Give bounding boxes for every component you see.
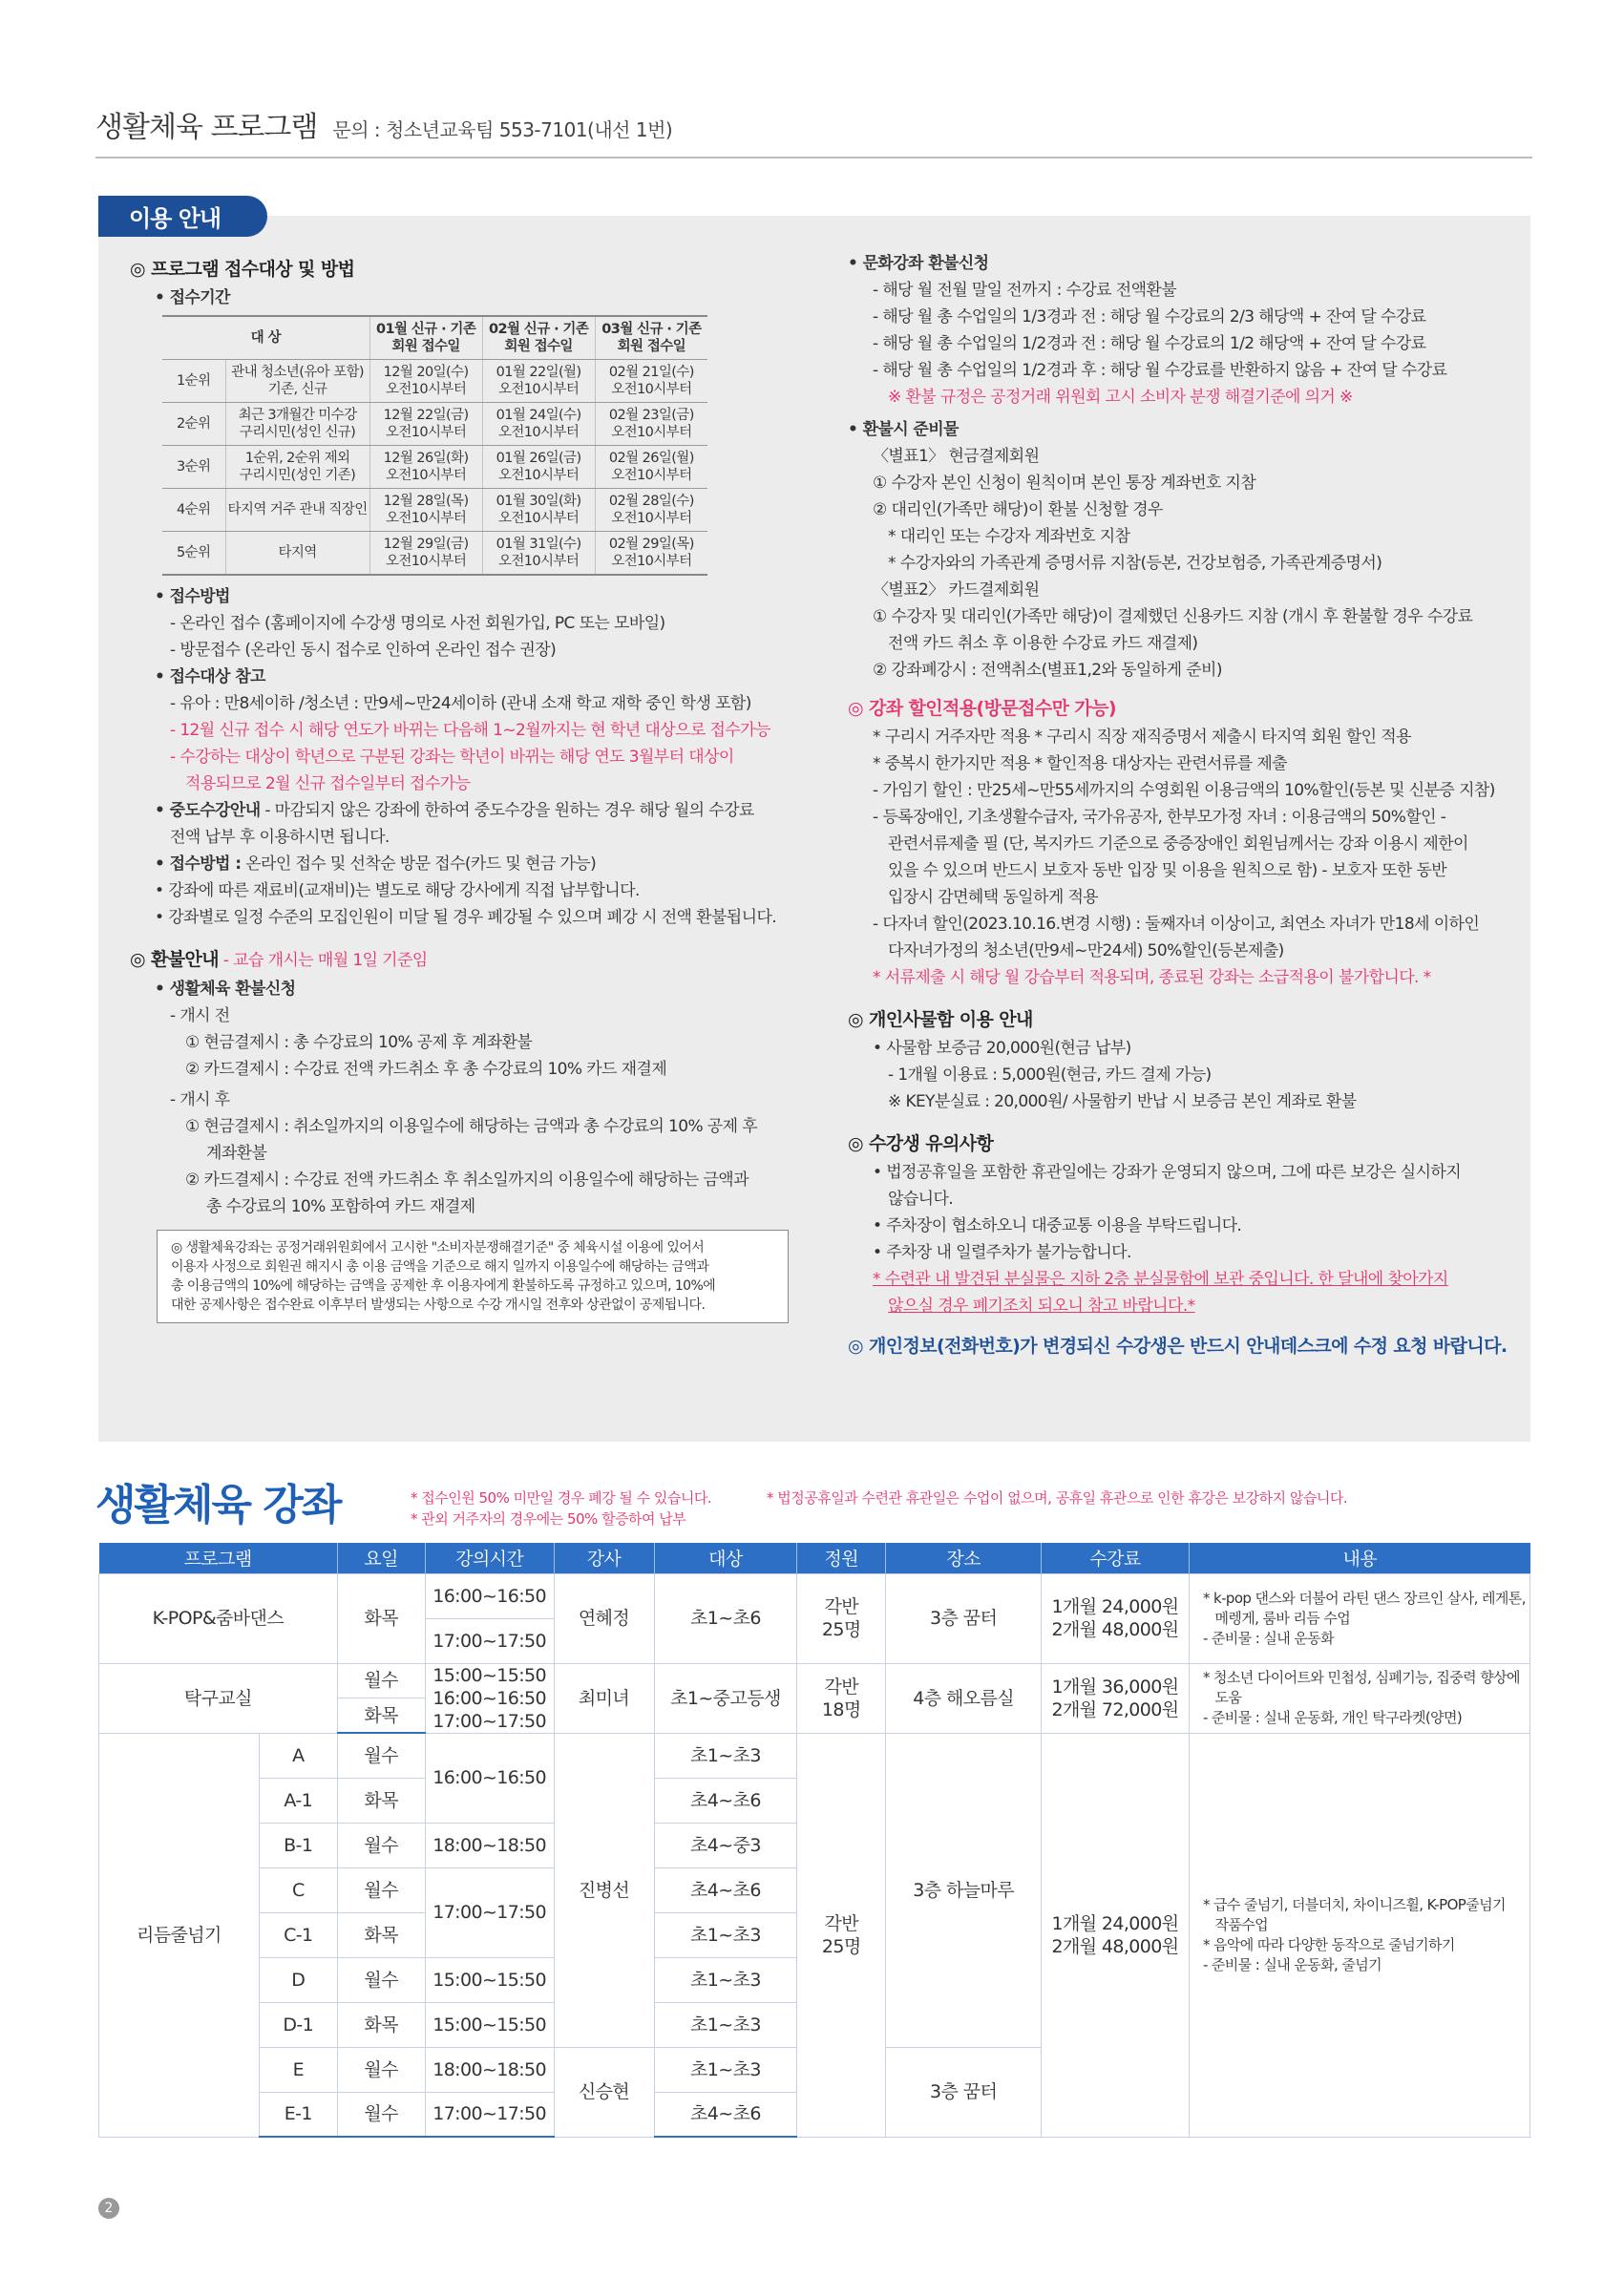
schedule-head: 대 상 — [162, 316, 369, 360]
schedule-cell: 01월 24일(수) 오전10시부터 — [482, 403, 595, 446]
notice-item: * 수련관 내 발견된 분실물은 지하 2층 분실물함에 보관 중입니다. 한 달내에 찾아가지 — [873, 1270, 1448, 1289]
program-time: 17:00~17:50 — [425, 1618, 554, 1663]
program-day: 월수 — [337, 2092, 425, 2137]
note-line: 이용자 사정으로 회원권 해지시 총 이용 금액을 기준으로 해지 일까지 이용일수에 해당하는 금액과 — [171, 1259, 709, 1275]
locker-item: • 사물함 보증금 20,000원(현금 납부) — [873, 1039, 1131, 1058]
notice-item: • 법정공휴일을 포함한 휴관일에는 강좌가 운영되지 않으며, 그에 따른 보강은 실시하지 — [873, 1163, 1462, 1182]
discount-item: 관련서류제출 필 (단, 복지카드 기준으로 중증장애인 회원님께서는 강좌 이용시 제한이 — [888, 834, 1468, 854]
col-target: 대상 — [654, 1543, 797, 1573]
prep-item: ② 대리인(가족만 해당)이 환불 신청할 경우 — [873, 500, 1163, 519]
discount-heading: ◎ 강좌 할인적용(방문접수만 가능) — [848, 698, 1116, 719]
program-capacity: 각반 18명 — [797, 1663, 886, 1733]
program-fee: 1개월 24,000원 2개월 48,000원 — [1042, 1733, 1190, 2137]
refund-item: - 개시 전 — [170, 1006, 230, 1025]
col-teacher: 강사 — [554, 1543, 654, 1573]
locker-heading: ◎ 개인사물함 이용 안내 — [848, 1009, 1033, 1030]
refund-item: - 개시 후 — [170, 1090, 230, 1109]
schedule-rank: 5순위 — [162, 532, 225, 576]
program-target: 초1~초6 — [654, 1573, 797, 1663]
program-desc: * 청소년 다이어트와 민첩성, 심폐기능, 집중력 향상에 도움 - 준비물 : 실내 운동화, 개인 탁구라켓(양면) — [1189, 1663, 1529, 1733]
program-day: 월수 — [337, 1957, 425, 2002]
prep-item: ② 강좌폐강시 : 전액취소(별표1,2와 동일하게 준비) — [873, 661, 1222, 680]
classes-title: 생활체육 강좌 — [95, 1481, 341, 1529]
program-time: 15:00~15:50 — [425, 1957, 554, 2002]
method-heading: • 접수방법 — [155, 587, 230, 606]
program-day: 화목 — [337, 2002, 425, 2047]
target-item: - 유아 : 만8세이하 /청소년 : 만9세~만24세이하 (관내 소재 학교 재학 중인 학생 포함) — [170, 694, 751, 713]
payment-label: • 접수방법 : — [155, 854, 242, 874]
col-capacity: 정원 — [797, 1543, 886, 1573]
schedule-table — [162, 315, 707, 576]
class-code: E — [259, 2047, 337, 2092]
discount-item: * 중복시 한가지만 적용 * 할인적용 대상자는 관련서류를 제출 — [873, 754, 1287, 773]
notice-item: • 주차장이 협소하오니 대중교통 이용을 부탁드립니다. — [873, 1216, 1242, 1235]
discount-item: - 가임기 할인 : 만25세~만55세까지의 수영회원 이용금액의 10%할인(등본 및 신분증 지참) — [873, 781, 1495, 800]
col-fee: 수강료 — [1042, 1543, 1190, 1573]
discount-note: * 서류제출 시 해당 월 강습부터 적용되며, 종료된 강좌는 소급적용이 불가합니다. * — [873, 968, 1431, 987]
culture-refund-heading: • 문화강좌 환불신청 — [848, 254, 989, 273]
schedule-cell: 타지역 거주 관내 직장인 — [225, 489, 369, 532]
program-name: 탁구교실 — [99, 1663, 338, 1733]
class-code: D — [259, 1957, 337, 2002]
program-fee: 1개월 36,000원 2개월 72,000원 — [1042, 1663, 1190, 1733]
col-place: 장소 — [886, 1543, 1042, 1573]
program-time: 17:00~17:50 — [425, 1867, 554, 1957]
refund-subtitle: - 교습 개시는 매월 1일 기준임 — [219, 951, 428, 970]
program-desc: * k-pop 댄스와 더불어 라틴 댄스 장르인 살사, 레게톤, 메렝게, 룸바 리듬 수업 - 준비물 : 실내 운동화 — [1189, 1573, 1529, 1663]
col-day: 요일 — [337, 1543, 425, 1573]
refund-item: ② 카드결제시 : 수강료 전액 카드취소 후 총 수강료의 10% 카드 재결제 — [185, 1060, 667, 1079]
col-content: 내용 — [1189, 1543, 1529, 1573]
program-day: 월수 — [337, 1733, 425, 1778]
program-fee: 1개월 24,000원 2개월 48,000원 — [1042, 1573, 1190, 1663]
note-line: 총 이용금액의 10%에 해당하는 금액을 공제한 후 이용자에게 환불하도록 규정하고 있으며, 10%에 — [171, 1278, 716, 1294]
page-header — [95, 107, 1532, 158]
schedule-cell: 02월 26일(월) 오전10시부터 — [595, 446, 707, 489]
program-day: 화목 — [337, 1778, 425, 1823]
program-capacity: 각반 25명 — [797, 1733, 886, 2137]
program-target: 초1~초3 — [654, 1957, 797, 2002]
refund-item: ② 카드결제시 : 수강료 전액 카드취소 후 취소일까지의 이용일수에 해당하는 금액과 — [185, 1171, 749, 1190]
notice-item: 않습니다. — [888, 1190, 954, 1209]
schedule-cell: 02월 21일(수) 오전10시부터 — [595, 360, 707, 403]
schedule-cell: 01월 22일(월) 오전10시부터 — [482, 360, 595, 403]
program-target: 초1~중고등생 — [654, 1663, 797, 1733]
prep-item: * 수강자와의 가족관계 증명서류 지참(등본, 건강보험증, 가족관계증명서) — [888, 554, 1382, 573]
program-target: 초4~초6 — [654, 2092, 797, 2137]
program-place: 3층 꿈터 — [886, 1573, 1042, 1663]
class-code: A — [259, 1733, 337, 1778]
notice-heading: ◎ 수강생 유의사항 — [848, 1133, 994, 1154]
schedule-rank: 1순위 — [162, 360, 225, 403]
schedule-cell: 12월 28일(목) 오전10시부터 — [369, 489, 482, 532]
prep-item: 〈별표1〉 현금결제회원 — [873, 447, 1040, 466]
program-place: 4층 해오름실 — [886, 1663, 1042, 1733]
program-capacity: 각반 25명 — [797, 1573, 886, 1663]
refund-item: 총 수강료의 10% 포함하여 카드 재결제 — [206, 1197, 475, 1216]
section-heading: ◎ 프로그램 접수대상 및 방법 — [130, 259, 355, 280]
program-time: 16:00~16:50 — [425, 1573, 554, 1618]
class-code: A-1 — [259, 1778, 337, 1823]
schedule-cell: 관내 청소년(유아 포함) 기존, 신규 — [225, 360, 369, 403]
locker-item: - 1개월 이용료 : 5,000원(현금, 카드 결제 가능) — [888, 1065, 1212, 1085]
program-teacher: 최미녀 — [554, 1663, 654, 1733]
schedule-head: 01월 신규 · 기존 회원 접수일 — [369, 316, 482, 360]
culture-refund-item: - 해당 월 전월 말일 전까지 : 수강료 전액환불 — [873, 281, 1177, 300]
locker-item: ※ KEY분실료 : 20,000원/ 사물함키 반납 시 보증금 본인 계좌로 환불 — [888, 1092, 1357, 1111]
program-teacher: 진병선 — [554, 1733, 654, 2047]
refund-item: 계좌환불 — [206, 1144, 267, 1163]
note-line: 대한 공제사항은 접수완료 이후부터 발생되는 사항으로 수강 개시일 전후와 상관없이 공제됩니다. — [171, 1297, 706, 1313]
method-item: - 온라인 접수 (홈페이지에 수강생 명의로 사전 회원가입, PC 또는 모바일) — [170, 614, 665, 633]
refund-heading: ◎ 환불안내 — [130, 949, 220, 970]
culture-refund-item: - 해당 월 총 수업일의 1/2경과 전 : 해당 월 수강료의 1/2 해당액 + 잔여 달 수강료 — [873, 334, 1426, 353]
schedule-cell: 최근 3개월간 미수강 구리시민(성인 신규) — [225, 403, 369, 446]
target-heading: • 접수대상 참고 — [155, 667, 265, 686]
program-day: 화목 — [337, 1573, 425, 1663]
guide-tab: 이용 안내 — [98, 196, 267, 237]
program-day: 월수 — [337, 1867, 425, 1912]
schedule-cell: 1순위, 2순위 제외 구리시민(성인 기존) — [225, 446, 369, 489]
program-target: 초1~초3 — [654, 1733, 797, 1778]
prep-item: ① 수강자 본인 신청이 원칙이며 본인 통장 계좌번호 지참 — [873, 474, 1256, 493]
midterm-label: • 중도수강안내 — [155, 801, 261, 820]
program-day: 화목 — [337, 1912, 425, 1957]
target-item: - 12월 신규 접수 시 해당 연도가 바뀌는 다음해 1~2월까지는 현 학년 대상으로 접수가능 — [170, 721, 770, 740]
schedule-rank: 4순위 — [162, 489, 225, 532]
refund-item: ① 현금결제시 : 취소일까지의 이용일수에 해당하는 금액과 총 수강료의 10% 공제 후 — [185, 1117, 758, 1136]
class-code: C — [259, 1867, 337, 1912]
program-target: 초4~초6 — [654, 1867, 797, 1912]
program-time: 17:00~17:50 — [425, 2092, 554, 2137]
prep-item: * 대리인 또는 수강자 계좌번호 지참 — [888, 527, 1130, 546]
discount-item: - 등록장애인, 기초생활수급자, 국가유공자, 한부모가정 자녀 : 이용금액의 50%할인 - — [873, 808, 1446, 827]
schedule-rank: 3순위 — [162, 446, 225, 489]
midterm-text: 전액 납부 후 이용하시면 됩니다. — [170, 828, 390, 847]
page-number: 2 — [98, 2198, 119, 2219]
schedule-rank: 2순위 — [162, 403, 225, 446]
schedule-head: 03월 신규 · 기존 회원 접수일 — [595, 316, 707, 360]
program-time: 18:00~18:50 — [425, 2047, 554, 2092]
period-label: • 접수기간 — [155, 288, 230, 307]
target-item: - 수강하는 대상이 학년으로 구분된 강좌는 학년이 바뀌는 해당 연도 3월부터 대상이 — [170, 748, 734, 767]
schedule-cell: 12월 29일(금) 오전10시부터 — [369, 532, 482, 576]
culture-refund-note: ※ 환불 규정은 공정거래 위원회 고시 소비자 분쟁 해결기준에 의거 ※ — [888, 388, 1353, 407]
program-target: 초4~중3 — [654, 1823, 797, 1867]
prep-item: 전액 카드 취소 후 이용한 수강료 카드 재결제) — [888, 634, 1198, 653]
material-text: • 강좌에 따른 재료비(교재비)는 별도로 해당 강사에게 직접 납부합니다. — [155, 881, 640, 900]
discount-item: 다자녀가정의 청소년(만9세~만24세) 50%할인(등본제출) — [888, 941, 1284, 960]
privacy-notice: ◎ 개인정보(전화번호)가 변경되신 수강생은 반드시 안내데스크에 수정 요청 바랍니다. — [848, 1336, 1508, 1357]
schedule-cell: 12월 26일(화) 오전10시부터 — [369, 446, 482, 489]
class-note: * 관외 거주자의 경우에는 50% 할증하여 납부 — [411, 1510, 686, 1528]
discount-item: 있을 수 있으며 반드시 보호자 동반 입장 및 이용을 원칙으로 함) - 보호자 또한 동반 — [888, 861, 1447, 880]
class-note: * 법정공휴일과 수련관 휴관일은 수업이 없으며, 공휴일 휴관으로 인한 휴강은 보강하지 않습니다. — [767, 1489, 1348, 1507]
schedule-cell: 01월 30일(화) 오전10시부터 — [482, 489, 595, 532]
class-code: E-1 — [259, 2092, 337, 2137]
schedule-cell: 타지역 — [225, 532, 369, 576]
program-desc: * 급수 줄넘기, 더블더치, 차이니즈휠, K-POP줄넘기 작품수업 * 음악에 따라 다양한 동작으로 줄넘기하기 - 준비물 : 실내 운동화, 줄넘기 — [1189, 1733, 1529, 2137]
program-target: 초1~초3 — [654, 2002, 797, 2047]
notice-item: 않으실 경우 폐기조치 되오니 참고 바랍니다.* — [888, 1297, 1195, 1316]
program-time: 18:00~18:50 — [425, 1823, 554, 1867]
program-teacher: 신승현 — [554, 2047, 654, 2137]
target-item: 적용되므로 2월 신규 접수일부터 접수가능 — [185, 774, 471, 793]
program-day: 화목 — [337, 1698, 425, 1734]
program-day: 월수 — [337, 1663, 425, 1698]
midterm-text: - 마감되지 않은 강좌에 한하여 중도수강을 원하는 경우 해당 월의 수강료 — [260, 801, 754, 820]
schedule-head: 02월 신규 · 기존 회원 접수일 — [482, 316, 595, 360]
schedule-cell: 01월 31일(수) 오전10시부터 — [482, 532, 595, 576]
schedule-cell: 02월 23일(금) 오전10시부터 — [595, 403, 707, 446]
program-time: 15:00~15:50 16:00~16:50 17:00~17:50 — [425, 1663, 554, 1733]
refund-item: ① 현금결제시 : 총 수강료의 10% 공제 후 계좌환불 — [185, 1033, 533, 1052]
notice-item: • 주차장 내 일렬주차가 불가능합니다. — [873, 1243, 1131, 1262]
method-item: - 방문접수 (온라인 동시 접수로 인하여 온라인 접수 권장) — [170, 641, 557, 660]
guide-right-column — [848, 250, 1516, 1361]
refund-sub-heading: • 생활체육 환불신청 — [155, 980, 296, 999]
program-day: 월수 — [337, 1823, 425, 1867]
culture-refund-item: - 해당 월 총 수업일의 1/3경과 전 : 해당 월 수강료의 2/3 해당액 + 잔여 달 수강료 — [873, 307, 1426, 327]
program-name: 리듬줄넘기 — [99, 1733, 260, 2137]
program-name: K-POP&줌바댄스 — [99, 1573, 338, 1663]
program-target: 초1~초3 — [654, 2047, 797, 2092]
schedule-cell: 12월 20일(수) 오전10시부터 — [369, 360, 482, 403]
discount-item: - 다자녀 할인(2023.10.16.변경 시행) : 둘째자녀 이상이고, 최연소 자녀가 만18세 이하인 — [873, 915, 1480, 934]
class-code: C-1 — [259, 1912, 337, 1957]
discount-item: 입장시 감면혜택 동일하게 적용 — [888, 888, 1099, 907]
program-target: 초1~초3 — [654, 1912, 797, 1957]
guide-left-column — [130, 250, 798, 1323]
col-time: 강의시간 — [425, 1543, 554, 1573]
culture-refund-item: - 해당 월 총 수업일의 1/2경과 후 : 해당 월 수강료를 반환하지 않음 + 잔여 달 수강료 — [873, 361, 1447, 380]
discount-item: * 구리시 거주자만 적용 * 구리시 직장 재직증명서 제출시 타지역 회원 할인 적용 — [873, 728, 1411, 747]
classes-notes — [411, 1487, 711, 1529]
program-place: 3층 꿈터 — [886, 2047, 1042, 2137]
program-place: 3층 하늘마루 — [886, 1733, 1042, 2047]
page-title: 생활체육 프로그램 — [95, 111, 318, 144]
class-note: * 접수인원 50% 미만일 경우 폐강 될 수 있습니다. — [411, 1489, 712, 1507]
col-program: 프로그램 — [99, 1543, 338, 1573]
payment-text: 온라인 접수 및 선착순 방문 접수(카드 및 현금 가능) — [241, 854, 597, 874]
prep-item: ① 수강자 및 대리인(가족만 해당)이 결제했던 신용카드 지참 (개시 후 환불할 경우 수강료 — [873, 607, 1473, 626]
schedule-cell: 12월 22일(금) 오전10시부터 — [369, 403, 482, 446]
program-target: 초4~초6 — [654, 1778, 797, 1823]
prep-item: 〈별표2〉 카드결제회원 — [873, 580, 1040, 600]
schedule-cell: 01월 26일(금) 오전10시부터 — [482, 446, 595, 489]
note-line: ◎ 생활체육강좌는 공정거래위원회에서 고시한 "소비자분쟁해결기준" 중 체육시설 이용에 있어서 — [171, 1240, 705, 1255]
program-day: 월수 — [337, 2047, 425, 2092]
class-code: D-1 — [259, 2002, 337, 2047]
classes-table — [98, 1543, 1530, 2138]
schedule-cell: 02월 29일(목) 오전10시부터 — [595, 532, 707, 576]
program-time: 16:00~16:50 — [425, 1733, 554, 1823]
refund-note-box — [157, 1230, 789, 1323]
prep-heading: • 환불시 준비물 — [848, 420, 959, 439]
program-teacher: 연혜정 — [554, 1573, 654, 1663]
program-time: 15:00~15:50 — [425, 2002, 554, 2047]
schedule-cell: 02월 28일(수) 오전10시부터 — [595, 489, 707, 532]
classes-notes-right — [767, 1487, 1347, 1508]
class-code: B-1 — [259, 1823, 337, 1867]
minimum-text: • 강좌별로 일정 수준의 모집인원이 미달 될 경우 폐강될 수 있으며 폐강 시 전액 환불됩니다. — [155, 908, 777, 927]
contact-info: 문의 : 청소년교육팀 553-7101(내선 1번) — [332, 118, 673, 141]
